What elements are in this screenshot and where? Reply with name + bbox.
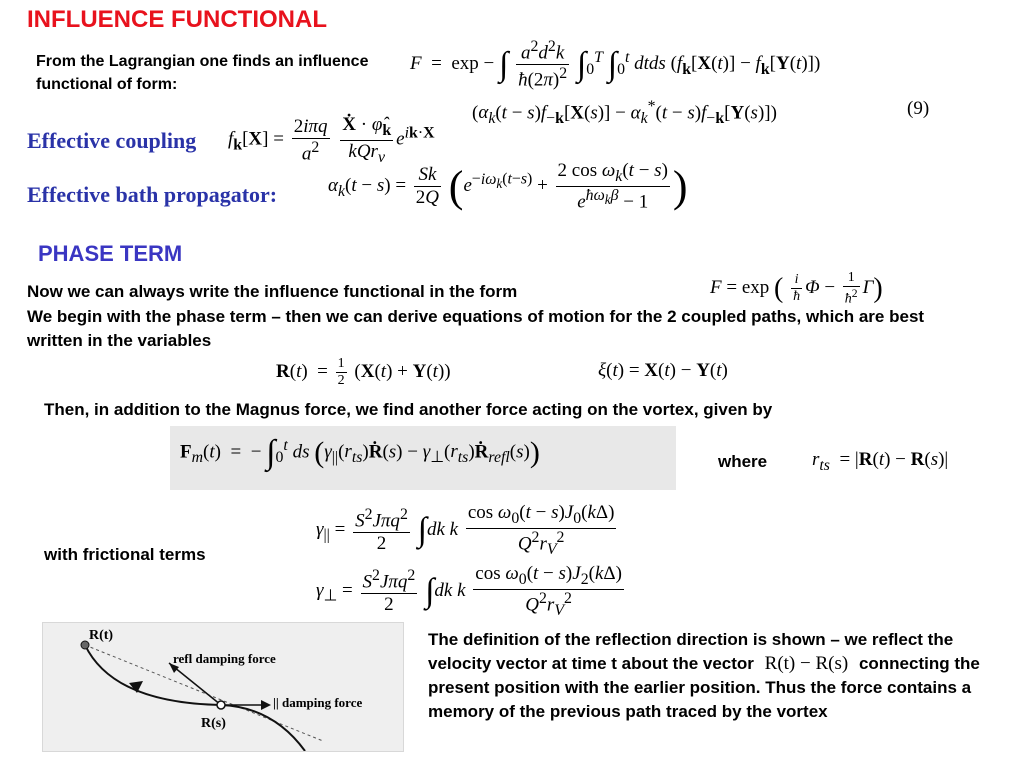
reflection-vector: R(t) − R(s) (764, 653, 849, 674)
coupling-equation: $f_k[X]$ = $\frac{\text{2iπq}}{a^2}$ $\frac{Ẋ \cdot \varphî_k}{kQr_v}$ $e^{ik\cdot X}$ (228, 114, 435, 166)
reflection-text-2: connecting the present position with the earlier position. Thus the force contains a memory of the previous path traced by the vortex (428, 654, 980, 721)
intro-text: From the Lagrangian one finds an influence functional of form: (36, 53, 369, 93)
phase-text-2: We begin with the phase term – then we can derive equations of motion for the 2 coupled paths, which are best written in the variables (27, 307, 925, 350)
propagator-label: Effective bath propagator: (27, 182, 278, 207)
label-Rs: R(s) (201, 716, 226, 731)
reflection-diagram (42, 622, 404, 752)
force-equation: $F_m(t)$ = − $\int_0^t$ ds ($\gamma_{||}(r_{ts})Ṙ(s)$ − $\gamma_\perp(r_{ts})Ṙ_{refl}(s)$) (180, 434, 540, 471)
reflection-text-1: The definition of the reflection direction is shown – we reflect the velocity vector at time t about the vector (428, 630, 954, 673)
influence-equation-line2: $(\alpha_k(t - s)f_{-k}[X(s)] - \alpha_k^*(t - s)f_{-k}[Y(s)])$ (472, 98, 777, 128)
influence-equation (410, 28, 970, 128)
magnus-text: Then, in addition to the Magnus force, we find another force acting on the vortex, given by (44, 400, 773, 419)
page-title: INFLUENCE FUNCTIONAL (27, 6, 327, 33)
gamma-parallel-equation: $\gamma_{||}$ = $\frac{S^2J\pi q^2}{2}$ ∫dk k $\frac{\cos \omega_0(t - s)J_0(k\Delta)}{Q^2r_V^2}$ (316, 502, 615, 558)
friction-label: with frictional terms (44, 545, 206, 564)
par-arrowhead (261, 700, 271, 710)
variable-R-equation: R(t) = $\frac{1}{2}$ (X(t) + Y(t)) (276, 356, 451, 388)
label-par-force: || damping force (273, 695, 363, 710)
gamma-perp-equation: $\gamma_\perp$ = $\frac{S^2J\pi q^2}{2}$ ∫dk k $\frac{\cos \omega_0(t - s)J_2(k\Delta)}{Q^2r_V^2}$ (316, 563, 622, 619)
equation-number: (9) (907, 98, 930, 119)
influence-equation-line1: F = exp − ∫ $\frac{a^2d^2k}{ħ(2\pi)^2}$ $\int_0^T$ $\int_0^t$ dtds $(f_k[X(t)] - f_k[Y(t)])$ (410, 38, 821, 91)
phase-heading: PHASE TERM (38, 241, 183, 266)
node-Rs (217, 701, 225, 709)
reflection-text (428, 628, 1004, 724)
where-label: where (718, 452, 768, 471)
variable-xi-equation: ξ(t) = X(t) − Y(t) (598, 360, 728, 381)
phase-equation: F = exp ( $\frac{i}{ħ}$ Φ − $\frac{1}{ħ^2}$ Γ) (710, 270, 883, 307)
label-refl-force: refl damping force (173, 651, 276, 666)
rts-equation: $r_{ts} = |R(t) - R(s)|$ (812, 449, 949, 474)
force-equation-box (170, 426, 676, 490)
coupling-label: Effective coupling (27, 128, 197, 153)
phase-text-1: Now we can always write the influence functional in the form (27, 282, 518, 301)
propagator-equation: $\alpha_k(t - s)$ = $\frac{Sk}{2Q}$ ($e^{-i\omega_k(t-s)}$ + $\frac{2 \cos \omega_k(t - s)}{e^{ħ\omega_k\beta} - 1}$ ) (328, 160, 688, 213)
reflection-diagram-svg (43, 623, 403, 751)
node-Rt (81, 641, 89, 649)
label-Rt: R(t) (89, 628, 114, 643)
